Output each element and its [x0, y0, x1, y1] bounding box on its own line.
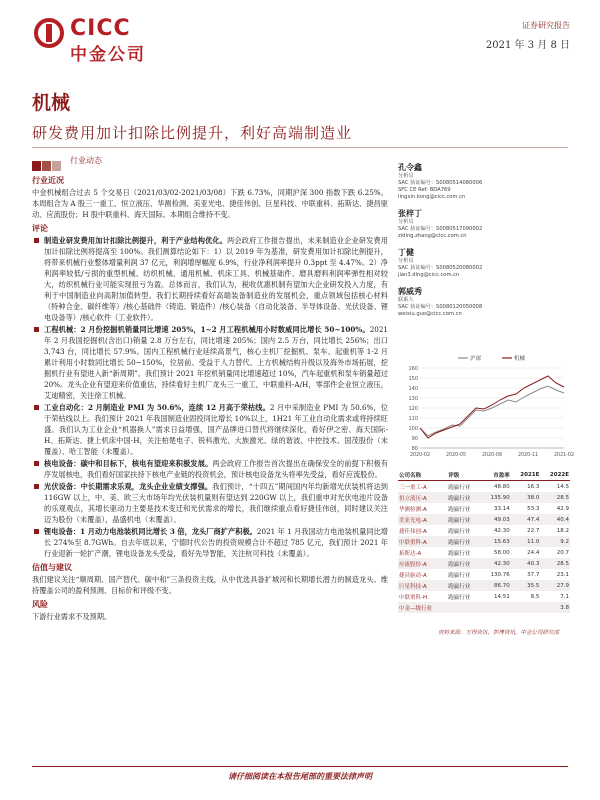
table-row [398, 514, 570, 525]
analyst-cert2: SFC CE Ref: BDA769 [398, 187, 451, 193]
analyst-card [398, 208, 570, 240]
section-heading-valuation: 估值与建议 [32, 562, 72, 572]
bullet-body: 2 月中采制造业 PMI 为 50.6%，位于荣枯线以上。我们预计 2021 年我国制造业固投同比增长 10%以上，1H21 年工业自动化需求或将持续旺盛。我们认为工业企业“机器换人”需求日益增强，国产品牌进口替代将继续深化，看好伊之密、海天国际-H、拓斯达、捷上机床中国-H，关注柏楚电子、锐科激光、大族激光、绿的谐波、中控技术、国茂股份（未覆盖）、哈工智能（未覆盖）。 [44, 403, 388, 456]
performance-chart [398, 350, 575, 465]
review-paragraph: 中金机械组合过去 5 个交易日（2021/03/02-2021/03/08）下跌 6.73%，同期沪深 300 指数下跌 6.25%。本周组合为 A 股三一重工、恒立液压、华测检测、美亚光电、捷佳伟创、巨星科技、中联重科、拓斯达、捷昌驱动、应流股份；H 股中联重科、海天国际。本期组合维持不变。 [32, 188, 388, 219]
table-header-cell: 市盈率 [481, 470, 511, 481]
analyst-role: 联系人 [398, 297, 414, 303]
bullet-body: 两会政府工作报告首次提出在确保安全的前提下积极有序发展核电，我们看好国家扶持下核电产业链的投资机会，预计核电设备龙头将率先受益，看好应流股份。 [44, 459, 388, 479]
table-cell: 42.30 [481, 558, 511, 569]
comment-bullet [32, 481, 388, 525]
table-cell: 49.03 [481, 514, 511, 525]
table-row [398, 525, 570, 536]
table-header-cell: 评级 [447, 470, 481, 481]
table-cell: 华测检测-A [399, 506, 427, 513]
table-row [398, 547, 570, 558]
table-cell: 16.3 [527, 483, 540, 490]
analyst-name: 丁健 [398, 248, 414, 257]
table-cell: 38.0 [511, 492, 541, 503]
table-cell: 中联重科-H [399, 594, 428, 601]
table-row [398, 591, 570, 602]
y-tick-label: 110 [408, 415, 418, 422]
report-type: 证券研究报告 [522, 21, 570, 30]
table-cell: 跑赢行业 [447, 580, 481, 591]
comment-bullet [32, 526, 388, 559]
comment-bullet [32, 402, 388, 457]
table-cell: 18.2 [556, 527, 569, 534]
bullet-body: 我们预计，“十四五”期间国内年均新增光伏装机将达到 116GW 以上，中、美、欧三大市场年均光伏装机量则有望达到 220GW 以上，我们重申对光伏电池片设备的乐观观点，其增长驱动力主要是技术变迁和光伏需求的增长，我们继续重点看好捷佳伟创，同时建议关注迈为股份（未覆盖），晶盛机电（未覆盖）。 [44, 482, 388, 524]
analyst-email[interactable]: ziding.zhang@cicc.com.cn [398, 233, 467, 239]
comment-bullet [32, 458, 388, 480]
table-cell: 跑赢行业 [448, 506, 471, 513]
table-cell: 48.80 [494, 483, 510, 490]
sector-title: 机械 [32, 92, 71, 114]
table-row [398, 503, 570, 514]
title-divider [32, 147, 568, 148]
legend-label: 机械 [514, 356, 526, 362]
analyst-email[interactable]: weixiu.guo@cicc.com.cn [398, 311, 462, 317]
source-note: 资料来源：万得资讯，彭博资讯，中金公司研究部 [438, 630, 560, 636]
table-cell: 捷佳伟创-A [399, 528, 427, 535]
table-cell: 33.14 [494, 505, 510, 512]
cicc-logo-icon [34, 18, 64, 48]
y-tick-label: 150 [408, 375, 418, 382]
table-row [398, 536, 570, 547]
table-cell: 8.5 [530, 593, 540, 600]
bullet-lead: 工业自动化：2 月制造业 PMI 为 50.6%，连续 12 月高于荣枯线。 [44, 403, 270, 412]
logo-text-cn: 中金公司 [70, 45, 146, 65]
table-cell: 28.5 [540, 558, 570, 569]
tag-label: 行业动态 [70, 156, 102, 165]
y-tick-label: 80 [411, 445, 418, 452]
table-row [398, 569, 570, 580]
y-tick-label: 100 [408, 425, 418, 432]
table-cell: 跑赢行业 [448, 594, 471, 601]
table-cell: 恒立液压-A [398, 492, 447, 503]
bullet-lead: 核电设备：碳中和目标下，核电有望迎来积极发展。 [44, 459, 213, 468]
table-row [398, 580, 570, 591]
table-cell: 40.4 [540, 514, 570, 525]
report-title: 研发费用加计扣除比例提升，利好高端制造业 [32, 124, 353, 142]
table-cell: 三一重工-A [399, 484, 427, 491]
valuation-paragraph: 我们建议关注“顺周期、国产替代、碳中和”三条投资主线，从中优选具备扩城河和长期增长潜力的制造龙头。维持覆盖公司的盈利预测、目标价和评级不变。 [32, 575, 388, 595]
table-cell: 42.30 [494, 527, 510, 534]
analyst-email[interactable]: lingxin.kong@cicc.com.cn [398, 194, 466, 200]
table-header-row [398, 470, 570, 481]
table-cell: 15.63 [481, 536, 511, 547]
table-cell [511, 602, 541, 613]
table-cell: 22.7 [527, 527, 540, 534]
table-cell: 9.2 [540, 536, 570, 547]
table-cell: 7.1 [560, 593, 569, 600]
bullet-body: 2021 年 1 月我国动力电池装机量同比增长 274%至 8.7GWh。自去年底以来，宁德时代公告的投资规模合计不超过 785 亿元，我们预计 2021 年行业迎新一轮扩产潮，锂电设备龙头受益，看好先导智能，关注杭可科技（未覆盖）。 [44, 527, 388, 558]
comment-bullet-list [32, 235, 388, 559]
analyst-role: 分析员 [398, 173, 414, 179]
table-cell: 28.5 [540, 492, 570, 503]
bullet-square-icon [34, 461, 39, 466]
bullet-lead: 锂电设备：1 月动力电池装机同比增长 3 倍，龙头厂商扩产积极。 [44, 527, 257, 536]
x-tick-label: 2020-02 [409, 453, 431, 458]
main-content [32, 172, 388, 622]
series-line-1 [420, 376, 564, 438]
table-row [398, 558, 570, 569]
y-tick-label: 140 [408, 385, 418, 392]
table-cell: 20.7 [556, 549, 569, 556]
legal-notice: 请仔细阅读在本报告尾部的重要法律声明 [228, 771, 372, 781]
table-cell: 27.9 [540, 580, 570, 591]
table-cell [447, 602, 481, 613]
risk-paragraph: 下游行业需求不及预期。 [32, 612, 112, 621]
bullet-lead: 光伏设备：中长期需求乐观，龙头企业业绩支撑强。 [44, 482, 213, 491]
tag-color-blocks [32, 156, 66, 166]
y-tick-label: 120 [408, 405, 418, 412]
comment-bullet [32, 324, 388, 401]
analyst-cert: SAC 执证编号：S0080520080002 [398, 265, 483, 271]
table-cell: 捷昌驱动-A [399, 572, 427, 579]
comment-bullet [32, 235, 388, 323]
table-cell: 23.1 [556, 571, 569, 578]
analyst-card [398, 162, 570, 201]
table-cell: 美亚光电-A [398, 514, 447, 525]
report-date: 2021 年 3 月 8 日 [485, 40, 570, 51]
table-header-cell: 公司名称 [398, 470, 447, 481]
series-line-0 [420, 386, 564, 436]
table-row [398, 481, 570, 493]
analyst-role: 分析员 [398, 258, 414, 264]
bullet-square-icon [34, 238, 39, 243]
table-cell: 3.8 [540, 602, 570, 613]
table-header-cell: 2021E [511, 470, 541, 481]
x-tick-label: 2020-11 [517, 453, 539, 458]
analyst-cert: SAC 执证编号：S0080514080006 [398, 180, 483, 186]
table-cell: 跑赢行业 [448, 528, 471, 535]
analyst-role: 分析员 [398, 219, 414, 225]
table-cell: 跑赢行业 [447, 536, 481, 547]
table-cell: 中金—级行业 [398, 602, 447, 613]
table-cell: 42.9 [556, 505, 569, 512]
section-heading-risk: 风险 [32, 599, 48, 609]
section-heading-comment: 评论 [32, 223, 48, 233]
analyst-cert: SAC 执证编号：S0080517090002 [398, 226, 483, 232]
table-cell: 53.3 [527, 505, 540, 512]
legend-label: 沪深 [470, 356, 482, 362]
y-tick-label: 130 [408, 395, 418, 402]
table-cell: 40.3 [511, 558, 541, 569]
table-header-cell: 2022E [540, 470, 570, 481]
table-cell: 135.90 [481, 492, 511, 503]
analyst-card [398, 247, 570, 279]
table-cell: 跑赢行业 [448, 550, 471, 557]
table-cell [481, 602, 511, 613]
table-cell: 跑赢行业 [447, 558, 481, 569]
table-cell: 37.7 [527, 571, 540, 578]
table-row [398, 492, 570, 503]
x-tick-label: 2021-02 [553, 453, 575, 458]
table-cell: 跑赢行业 [447, 492, 481, 503]
table-cell: 14.51 [494, 593, 510, 600]
table-cell: 跑赢行业 [448, 572, 471, 579]
bullet-square-icon [34, 484, 39, 489]
table-row [398, 602, 570, 613]
analyst-cert: SAC 执证编号：S0080120050008 [398, 304, 483, 310]
footer-divider [32, 766, 568, 767]
bullet-square-icon [34, 529, 39, 534]
logo-text-en: CICC [70, 16, 131, 41]
section-heading-review: 行业近况 [32, 175, 64, 185]
table-cell: 跑赢行业 [448, 484, 471, 491]
y-tick-label: 90 [411, 435, 418, 442]
table-cell: 跑赢行业 [447, 514, 481, 525]
performance-chart-svg [398, 350, 575, 465]
report-header [0, 0, 600, 80]
y-tick-label: 160 [408, 365, 418, 372]
analyst-name: 郭威秀 [398, 287, 422, 296]
analyst-list [398, 162, 570, 325]
table-cell: 巨星科技-A [398, 580, 447, 591]
bullet-square-icon [34, 327, 39, 332]
analyst-name: 张梓丁 [398, 209, 422, 218]
table-cell: 58.00 [494, 549, 510, 556]
table-cell: 拓斯达-A [399, 550, 422, 557]
x-tick-label: 2020-05 [445, 453, 467, 458]
bullet-lead: 制造业研发费用加计扣除比例提升，利于产业结构优化。 [44, 236, 228, 245]
analyst-name: 孔令鑫 [398, 163, 422, 172]
bullet-lead: 工程机械：2 月份挖掘机销量同比增速 205%，1~2 月工程机械用小时数威同比增长 50~100%。 [44, 325, 370, 334]
x-tick-label: 2020-08 [481, 453, 503, 458]
table-cell: 11.0 [511, 536, 541, 547]
table-cell: 应流股份-A [398, 558, 447, 569]
bullet-square-icon [34, 405, 39, 410]
table-cell: 24.4 [527, 549, 540, 556]
table-cell: 130.76 [490, 571, 510, 578]
table-cell: 86.70 [481, 580, 511, 591]
bullet-body: 2021 年 2 月我国挖掘机(含出口)销量 2.8 万台左右，同比增速 205%；国内 2.5 万台，同比增长 256%；出口 3,743 台，同比增长 57.9%。国内工程机械行业延续高景气，核心主机厂挖掘机、泵车、起重机等 1-2 月累计利用小时数同比增长 50~150%，位居前、受益于人力替代、上方机械结构升级以及海外市场拓展，挖掘机行业有望进入新“新周期”。我们预计 2021 年挖机销量同比增速超过 10%，汽车起重机和泵车销量超过 20%。龙头企业有望迎来价值重估，持续看好主机厂龙头三一重工，中联重科-A/H，零部件企业恒立液压，艾迪精密，关注徐工机械。 [44, 325, 388, 400]
analyst-card [398, 286, 570, 318]
bullet-body: 两会政府工作报告提出，未来制造业企业研发费用加计扣除比例将提高至 100%。我们测算结论如下：1）以 2019 年为基准，研发费用加计扣除比例提升，将带来机械行业整体增量利润 37 亿元，利润增厚幅度 6.9%，行业净利润率提升 0.3ppt 至 4.47%。2）净利润率较低/亏损的重型机械、纺织机械、通用机械、机床工具、机械基础件、磨具磨料利润率弹性相对较大，纺织机械行业可能实现扭亏为盈。总体而言，我们认为，税收优惠机制有望加大企业研发投入力度，有利于中国制造业向高附加值转型。我们长期持续看好高端装备制造业的发展机会，重点领域包括核心材料（特种合金、碳纤维等）/核心基础件（铸造、锻造件）/核心装备（自动化装备、半导体设备、光伏设备、锂电设备等）/核心软件（工业软件）。 [44, 236, 388, 322]
table-cell: 47.4 [511, 514, 541, 525]
analyst-email[interactable]: jian3.ding@cicc.com.cn [398, 272, 460, 278]
table-cell: 14.5 [556, 483, 569, 490]
table-cell: 中联重科-A [398, 536, 447, 547]
coverage-table [398, 470, 570, 613]
table-cell: 35.5 [511, 580, 541, 591]
